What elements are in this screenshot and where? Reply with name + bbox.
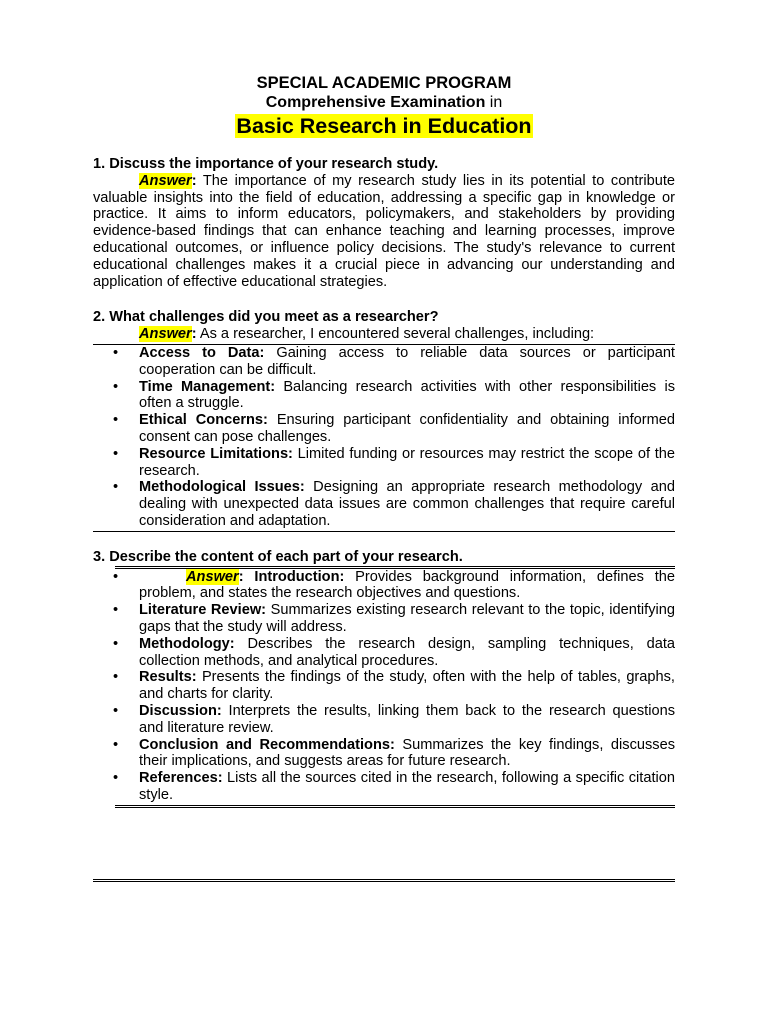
document-header	[93, 73, 675, 139]
item-text: Interprets the results, linking them back to the research questions and literature review.	[139, 702, 675, 736]
item-text: Balancing research activities with other responsibilities is often a struggle.	[139, 378, 675, 412]
bullet-icon: •	[113, 412, 119, 429]
item-text: Summarizes existing research relevant to the topic, identifying gaps that the study will address.	[139, 602, 675, 635]
list-item	[115, 770, 675, 804]
bullet-icon: •	[113, 445, 119, 462]
exam-title	[93, 93, 675, 113]
list-item	[115, 737, 675, 771]
answer-label: Answer	[139, 326, 192, 343]
item-label: Methodology:	[139, 635, 235, 652]
item-label: Introduction:	[254, 568, 345, 585]
answer-label: Answer	[186, 568, 239, 585]
item-text: Summarizes the key findings, discusses their implications, and suggests areas for future research.	[139, 736, 676, 770]
item-label: Access to Data:	[139, 344, 265, 361]
item-label: Resource Limitations:	[139, 445, 293, 462]
question-2: 2. What challenges did you meet as a researcher?	[93, 309, 439, 326]
subject-title: Basic Research in Education	[236, 114, 532, 138]
answer-1-text: The importance of my research study lies in its potential to contribute valuable insights into the field of education, addressing a specific gap in knowledge or practice. It aims to inform educators, policymakers, and stakeholders by providing evidence-based findings that can enhance teaching and learning processes, improve educational outcomes, or influence policy decisions. The study's relevance to current educational challenges makes it a crucial piece in advancing our understanding and application of effective educational strategies.	[93, 172, 675, 290]
item-label: Results:	[139, 669, 197, 686]
bullet-icon: •	[113, 344, 119, 361]
item-text: Ensuring participant confidentiality and obtaining informed consent can pose challenges.	[139, 412, 675, 445]
item-label: References:	[139, 770, 223, 787]
bullet-icon: •	[113, 770, 119, 787]
list-item	[115, 703, 675, 737]
challenges-box	[93, 344, 675, 532]
bottom-divider	[93, 879, 675, 882]
item-text: Lists all the sources cited in the research, following a specific citation style.	[139, 770, 675, 803]
item-label: Literature Review:	[139, 602, 267, 619]
item-label: Time Management:	[139, 378, 276, 395]
item-label: Discussion:	[139, 702, 222, 719]
list-item	[115, 569, 675, 603]
bullet-icon: •	[113, 702, 119, 719]
answer-colon: :	[238, 568, 255, 585]
question-3: 3. Describe the content of each part of your research.	[93, 548, 463, 565]
item-label: Conclusion and Recommendations:	[139, 736, 395, 753]
item-text: Provides background information, defines the problem, and states the research objectives and questions.	[139, 568, 675, 602]
list-item	[115, 669, 675, 703]
bullet-icon: •	[113, 736, 119, 753]
list-item	[93, 412, 675, 446]
subject-title-row	[93, 114, 675, 139]
item-text: Designing an appropriate research methodology and dealing with unexpected data issues are common challenges that require careful consideration and adaptation.	[139, 479, 675, 529]
item-label: Ethical Concerns:	[139, 412, 268, 429]
research-parts-list	[115, 569, 675, 804]
answer-colon: :	[191, 326, 197, 343]
program-title: SPECIAL ACADEMIC PROGRAM	[256, 74, 512, 92]
bullet-icon: •	[113, 635, 119, 652]
list-item	[93, 379, 675, 413]
question-1: 1. Discuss the importance of your research study.	[93, 156, 439, 172]
research-parts-box	[115, 566, 675, 808]
bullet-icon: •	[113, 602, 119, 619]
item-text: Gaining access to reliable data sources or participant cooperation can be difficult.	[139, 344, 675, 378]
answer-2-intro-text: As a researcher, I encountered several challenges, including:	[196, 326, 595, 343]
challenges-list	[93, 345, 675, 530]
answer-colon: :	[191, 172, 197, 189]
item-text: Describes the research design, sampling techniques, data collection methods, and analytical procedures.	[139, 635, 675, 669]
exam-title-bold: Comprehensive Examination	[265, 94, 486, 111]
list-item	[93, 345, 675, 379]
answer-2-intro	[93, 326, 675, 343]
answer-1	[93, 173, 675, 291]
bullet-icon: •	[113, 669, 119, 686]
list-item	[93, 446, 675, 480]
bullet-icon: •	[113, 378, 119, 395]
list-item	[93, 479, 675, 529]
item-text: Presents the findings of the study, often with the help of tables, graphs, and charts for clarity.	[139, 669, 675, 703]
answer-label: Answer	[139, 172, 192, 189]
exam-document	[93, 73, 675, 808]
bullet-icon: •	[113, 479, 119, 496]
list-item	[115, 602, 675, 636]
bullet-icon: •	[113, 568, 119, 585]
item-text: Limited funding or resources may restrict the scope of the research.	[139, 445, 676, 479]
exam-title-suffix: in	[485, 94, 503, 111]
item-label: Methodological Issues:	[139, 479, 305, 496]
list-item	[115, 636, 675, 670]
